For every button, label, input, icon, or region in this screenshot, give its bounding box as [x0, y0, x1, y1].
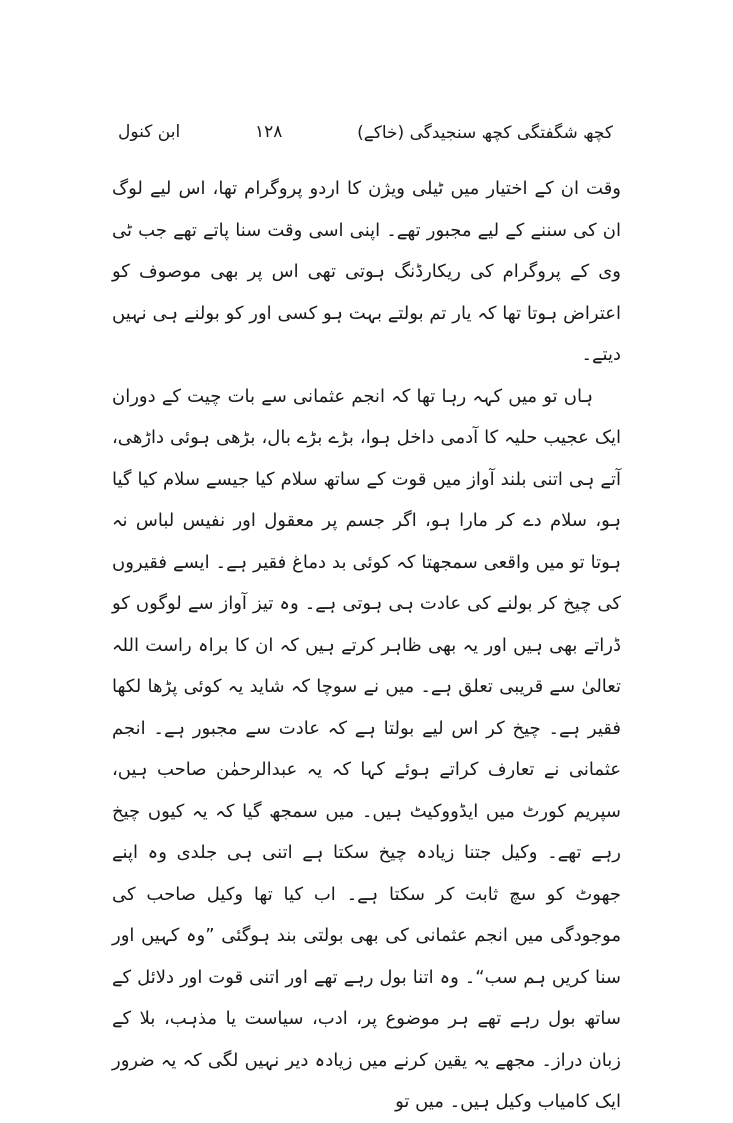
- author-name: ابن کنول: [118, 122, 181, 142]
- page-number: ۱۲۸: [254, 122, 283, 142]
- body-text: [112, 168, 621, 1123]
- running-header: [118, 112, 613, 152]
- book-title: کچھ شگفتگی کچھ سنجیدگی (خاکے): [357, 122, 613, 143]
- paragraph-2: ہاں تو میں کہہ رہا تھا کہ انجم عثمانی سے بات چیت کے دوران ایک عجیب حلیہ کا آدمی داخل ہوا، بڑے بڑے بال، بڑھی ہوئی داڑھی، آتے ہی اتنی بلند آواز میں قوت کے ساتھ سلام کیا جیسے سلام کیا گیا ہو، سلام دے کر مارا ہو، اگر جسم پر معقول اور نفیس لباس نہ ہوتا تو میں واقعی سمجھتا کہ کوئی بد دماغ فقیر ہے۔ ایسے فقیروں کی چیخ کر بولنے کی عادت ہی ہوتی ہے۔ وہ تیز آواز سے لوگوں کو ڈراتے بھی ہیں اور یہ بھی ظاہر کرتے ہیں کہ ان کا براہ راست اللہ تعالیٰ سے قریبی تعلق ہے۔ میں نے سوچا کہ شاید یہ کوئی پڑھا لکھا فقیر ہے۔ چیخ کر اس لیے بولتا ہے کہ عادت سے مجبور ہے۔ انجم عثمانی نے تعارف کراتے ہوئے کہا کہ یہ عبدالرحمٰن صاحب ہیں، سپریم کورٹ میں ایڈووکیٹ ہیں۔ میں سمجھ گیا کہ یہ کیوں چیخ رہے تھے۔ وکیل جتنا زیادہ چیخ سکتا ہے اتنی ہی جلدی وہ اپنے جھوٹ کو سچ ثابت کر سکتا ہے۔ اب کیا تھا وکیل صاحب کی موجودگی میں انجم عثمانی کی بھی بولتی بند ہوگئی ”وہ کہیں اور سنا کریں ہم سب“۔ وہ اتنا بول رہے تھے اور اتنی قوت اور دلائل کے ساتھ بول رہے تھے ہر موضوع پر، ادب، سیاست یا مذہب، بلا کے زبان دراز۔ مجھے یہ یقین کرنے میں زیادہ دیر نہیں لگی کہ یہ ضرور ایک کامیاب وکیل ہیں۔ میں تو: [112, 385, 621, 1112]
- paragraph-1: وقت ان کے اختیار میں ٹیلی ویژن کا اردو پروگرام تھا، اس لیے لوگ ان کی سننے کے لیے مجبور تھے۔ اپنی اسی وقت سنا پاتے تھے جب ٹی وی کے پروگرام کی ریکارڈنگ ہوتی تھی اس پر بھی موصوف کو اعتراض ہوتا تھا کہ یار تم بولتے بہت ہو کسی اور کو بولنے ہی نہیں دیتے۔: [112, 178, 621, 365]
